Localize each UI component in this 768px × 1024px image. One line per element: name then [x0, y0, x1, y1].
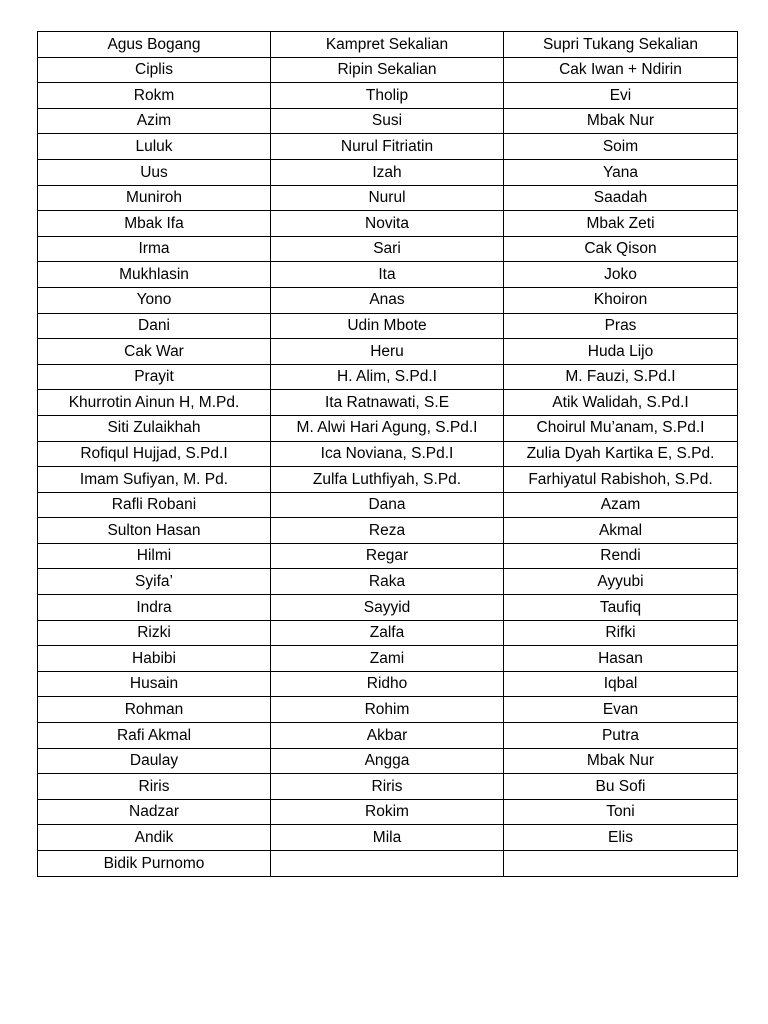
table-cell: Prayit — [38, 364, 271, 390]
table-row — [38, 620, 738, 646]
table-cell: Rizki — [38, 620, 271, 646]
table-row — [38, 83, 738, 109]
table-row — [38, 415, 738, 441]
table-cell: Husain — [38, 671, 271, 697]
table-cell: Ica Noviana, S.Pd.I — [271, 441, 504, 467]
table-row — [38, 646, 738, 672]
table-cell: Nurul — [271, 185, 504, 211]
names-table-body — [38, 32, 738, 877]
table-cell: Yono — [38, 287, 271, 313]
document-page — [37, 31, 737, 877]
table-cell: Rohman — [38, 697, 271, 723]
table-cell: Muniroh — [38, 185, 271, 211]
table-cell: Cak Iwan + Ndirin — [504, 57, 738, 83]
table-cell: Irma — [38, 236, 271, 262]
table-cell: Daulay — [38, 748, 271, 774]
table-cell: Toni — [504, 799, 738, 825]
table-cell: Rohim — [271, 697, 504, 723]
table-cell: Riris — [38, 774, 271, 800]
table-row — [38, 339, 738, 365]
table-row — [38, 851, 738, 877]
table-cell: Rifki — [504, 620, 738, 646]
table-row — [38, 723, 738, 749]
table-row — [38, 185, 738, 211]
table-cell: Ita — [271, 262, 504, 288]
table-cell: Rokm — [38, 83, 271, 109]
table-cell: M. Alwi Hari Agung, S.Pd.I — [271, 415, 504, 441]
table-cell: Imam Sufiyan, M. Pd. — [38, 467, 271, 493]
table-cell: Akmal — [504, 518, 738, 544]
table-cell: Reza — [271, 518, 504, 544]
table-cell: Syifa’ — [38, 569, 271, 595]
table-row — [38, 569, 738, 595]
table-cell: Ciplis — [38, 57, 271, 83]
table-cell: Susi — [271, 108, 504, 134]
table-cell: Uus — [38, 159, 271, 185]
table-cell: Elis — [504, 825, 738, 851]
names-table — [37, 31, 738, 877]
table-cell: Rafi Akmal — [38, 723, 271, 749]
table-cell: Mbak Ifa — [38, 211, 271, 237]
table-cell: Ripin Sekalian — [271, 57, 504, 83]
table-cell: Dani — [38, 313, 271, 339]
table-cell: Raka — [271, 569, 504, 595]
table-cell: Dana — [271, 492, 504, 518]
table-cell: Huda Lijo — [504, 339, 738, 365]
table-row — [38, 825, 738, 851]
table-cell: Zalfa — [271, 620, 504, 646]
table-cell: Iqbal — [504, 671, 738, 697]
table-row — [38, 697, 738, 723]
table-cell: Saadah — [504, 185, 738, 211]
table-row — [38, 57, 738, 83]
table-cell: Mbak Zeti — [504, 211, 738, 237]
table-cell: Siti Zulaikhah — [38, 415, 271, 441]
table-row — [38, 774, 738, 800]
table-cell: Anas — [271, 287, 504, 313]
table-row — [38, 543, 738, 569]
table-cell: Farhiyatul Rabishoh, S.Pd. — [504, 467, 738, 493]
table-cell: Izah — [271, 159, 504, 185]
table-cell: Atik Walidah, S.Pd.I — [504, 390, 738, 416]
table-cell: Novita — [271, 211, 504, 237]
table-row — [38, 134, 738, 160]
table-row — [38, 159, 738, 185]
table-cell: Sayyid — [271, 595, 504, 621]
table-cell — [504, 851, 738, 877]
table-cell: Heru — [271, 339, 504, 365]
table-cell: M. Fauzi, S.Pd.I — [504, 364, 738, 390]
table-row — [38, 236, 738, 262]
table-cell: Choirul Mu’anam, S.Pd.I — [504, 415, 738, 441]
table-cell: Sari — [271, 236, 504, 262]
table-cell: Rokim — [271, 799, 504, 825]
table-row — [38, 518, 738, 544]
table-cell: Yana — [504, 159, 738, 185]
table-cell: Mbak Nur — [504, 108, 738, 134]
table-cell: Putra — [504, 723, 738, 749]
table-cell: Zulia Dyah Kartika E, S.Pd. — [504, 441, 738, 467]
table-cell: Ridho — [271, 671, 504, 697]
table-cell: Rafli Robani — [38, 492, 271, 518]
table-cell: Bidik Purnomo — [38, 851, 271, 877]
table-cell: H. Alim, S.Pd.I — [271, 364, 504, 390]
table-row — [38, 671, 738, 697]
table-cell: Cak War — [38, 339, 271, 365]
table-cell: Cak Qison — [504, 236, 738, 262]
table-cell: Mila — [271, 825, 504, 851]
table-cell: Azim — [38, 108, 271, 134]
table-cell: Luluk — [38, 134, 271, 160]
table-cell: Udin Mbote — [271, 313, 504, 339]
table-cell: Sulton Hasan — [38, 518, 271, 544]
table-cell: Riris — [271, 774, 504, 800]
table-cell: Regar — [271, 543, 504, 569]
table-cell: Rofiqul Hujjad, S.Pd.I — [38, 441, 271, 467]
table-row — [38, 595, 738, 621]
table-cell: Evan — [504, 697, 738, 723]
table-cell: Hilmi — [38, 543, 271, 569]
table-row — [38, 32, 738, 58]
table-cell: Andik — [38, 825, 271, 851]
table-cell: Pras — [504, 313, 738, 339]
table-cell: Zami — [271, 646, 504, 672]
table-row — [38, 799, 738, 825]
table-row — [38, 441, 738, 467]
table-cell — [271, 851, 504, 877]
table-cell: Joko — [504, 262, 738, 288]
table-cell: Supri Tukang Sekalian — [504, 32, 738, 58]
table-cell: Zulfa Luthfiyah, S.Pd. — [271, 467, 504, 493]
table-cell: Angga — [271, 748, 504, 774]
table-cell: Rendi — [504, 543, 738, 569]
table-cell: Hasan — [504, 646, 738, 672]
table-cell: Khurrotin Ainun H, M.Pd. — [38, 390, 271, 416]
table-cell: Mukhlasin — [38, 262, 271, 288]
table-cell: Soim — [504, 134, 738, 160]
table-cell: Ayyubi — [504, 569, 738, 595]
table-cell: Kampret Sekalian — [271, 32, 504, 58]
table-cell: Evi — [504, 83, 738, 109]
table-row — [38, 262, 738, 288]
table-cell: Khoiron — [504, 287, 738, 313]
table-cell: Agus Bogang — [38, 32, 271, 58]
table-cell: Nurul Fitriatin — [271, 134, 504, 160]
table-cell: Bu Sofi — [504, 774, 738, 800]
table-row — [38, 390, 738, 416]
table-row — [38, 108, 738, 134]
table-row — [38, 748, 738, 774]
table-cell: Ita Ratnawati, S.E — [271, 390, 504, 416]
table-cell: Taufiq — [504, 595, 738, 621]
table-row — [38, 287, 738, 313]
table-row — [38, 313, 738, 339]
table-cell: Indra — [38, 595, 271, 621]
table-cell: Nadzar — [38, 799, 271, 825]
table-cell: Azam — [504, 492, 738, 518]
table-row — [38, 467, 738, 493]
table-cell: Habibi — [38, 646, 271, 672]
table-row — [38, 364, 738, 390]
table-cell: Tholip — [271, 83, 504, 109]
table-row — [38, 492, 738, 518]
table-row — [38, 211, 738, 237]
table-cell: Akbar — [271, 723, 504, 749]
table-cell: Mbak Nur — [504, 748, 738, 774]
